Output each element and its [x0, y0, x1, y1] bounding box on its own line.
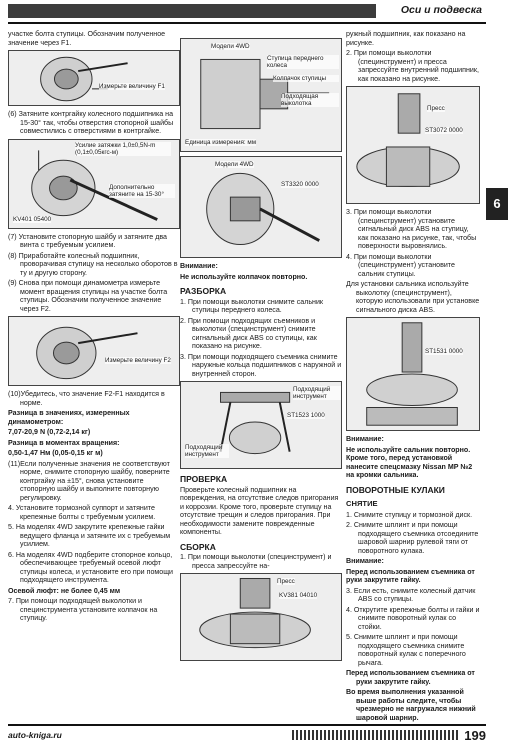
- label-tool: Подходящий инструмент: [185, 444, 229, 458]
- model-label: Модели 4WD: [211, 43, 250, 50]
- figure-label: Измерьте величину F1: [99, 83, 165, 90]
- label-press: Пресс: [277, 578, 295, 585]
- section-heading-removal: СНЯТИЕ: [346, 499, 378, 508]
- column-middle: [180, 30, 342, 665]
- column-left: [8, 30, 180, 625]
- page-header: [8, 0, 486, 24]
- step-3: 3. При помощи выколотки (специнструмент) установите сигнальный диск ABS на ступицу, как показано на рисунке, так, чтобы поверхности выровнялись.: [346, 208, 477, 250]
- label-hub: Ступица переднего колеса: [267, 55, 339, 69]
- spec-title: Разница в моментах вращения:: [8, 438, 120, 447]
- step-7b: 7. При помощи подходящей выколотки и специнструмента установите колпачок на ступицу.: [8, 597, 158, 622]
- step-1: 1. Снимите ступицу и тормозной диск.: [346, 510, 473, 519]
- label-drift: Подходящая выколотка: [281, 93, 339, 107]
- section-heading-inspection: ПРОВЕРКА: [180, 474, 228, 484]
- step-3: 3. При помощи подходящего съемника снимите наружные кольца подшипников с наружной и внутренней сторон.: [180, 352, 342, 378]
- step-5: 5. Снимите шплинт и при помощи подходящего съемника снимите поворотный кулак с поперечного рычага.: [346, 633, 466, 667]
- header-title: Оси и подвеска: [400, 4, 482, 16]
- section-heading-assembly: СБОРКА: [180, 541, 216, 552]
- warning-title: Внимание:: [346, 435, 384, 443]
- step-7: (7) Установите стопорную шайбу и затяните два винта с требуемым усилием.: [8, 232, 167, 249]
- paragraph: ружный подшипник, как показано на рисунке.: [346, 30, 466, 47]
- footer-stripe: [292, 730, 460, 740]
- step-6b: 6. На моделях 4WD подберите стопорное кольцо, обеспечивающее требуемый осевой люфт ступицы колеса, и установите его при помощи подходящего инструмента.: [8, 550, 174, 584]
- figure-press: [180, 573, 342, 661]
- bullet-note: Перед использованием съемника от руки закрутите гайку.: [346, 669, 475, 686]
- step-3: 3. Если есть, снимите колесный датчик ABS со ступицы.: [346, 586, 476, 603]
- page-footer: [8, 724, 486, 743]
- paragraph: Проверьте колесный подшипник на повреждения, на отсутствие следов пригорания и коррозии. Кроме того, проверьте ступицу на отсутствие трещин и следов пригорания. При необходимости замените поврежденные компоненты.: [180, 485, 339, 536]
- figure-hub-cap: [180, 38, 342, 152]
- warning-text: Не используйте колпачок повторно.: [180, 272, 308, 281]
- step-5: 5. На моделях 4WD закрутите крепежные гайки ведущего фланца и затяните их с требуемым усилием.: [8, 523, 171, 548]
- figure-measure-f1: [8, 50, 180, 106]
- step-9: (9) Снова при помощи динамометра измерьте момент вращения ступицы на участке болта ступицы. Обозначим полученное значение через F2.: [8, 279, 168, 313]
- tool-code: ST1523 1000: [287, 412, 325, 419]
- bullet-note: Во время выполнения указанной выше работы следите, чтобы чрезмерно не нагружался нижний шаровой шарнир.: [346, 688, 476, 722]
- spec-value: 0,50-1,47 Нм (0,05-0,15 кг м): [8, 449, 103, 457]
- tool-code: KV401 05400: [13, 215, 52, 223]
- column-right: [346, 30, 480, 724]
- figure-press-inner: [346, 86, 480, 204]
- press-illustration: [347, 87, 479, 203]
- label-cap: Колпачок ступицы: [273, 75, 339, 82]
- axle-illustration: [181, 157, 341, 257]
- step-2: 2. При помощи выколотки (специнструмент) и пресса запрессуйте внутренний подшипник, как показано на рисунке.: [346, 49, 479, 83]
- figure-label-extra: Дополнительно затяните на 15-30°: [109, 184, 175, 198]
- step-1: 1. При помощи выколотки снимите сальник ступицы переднего колеса.: [180, 297, 324, 314]
- footer-site: auto-kniga.ru: [8, 730, 62, 740]
- step-1: 1. При помощи выколотки (специнструмент) и пресса запрессуйте на-: [180, 553, 332, 570]
- step-4: 4. Установите тормозной суппорт и затяните крепежные болты с требуемым усилием.: [8, 504, 156, 521]
- label-press: Пресс: [427, 105, 445, 112]
- section-heading-disassembly: РАЗБОРКА: [180, 286, 227, 296]
- bullet-note: Для установки сальника используйте выколотку (специнструмент), которую использовали при установке сигнального диска ABS.: [346, 280, 480, 314]
- step-4: 4. Открутите крепежные болты и гайки и снимите поворотный кулак со стойки.: [346, 605, 480, 631]
- header-bar: [8, 4, 376, 18]
- seal-illustration: [347, 318, 479, 430]
- figure-measure-f2: [8, 316, 180, 386]
- hub-illustration: [9, 51, 179, 105]
- figure-puller: [180, 381, 342, 469]
- tool-code: ST3072 0000: [425, 127, 463, 134]
- tool-code: ST3320 0000: [281, 181, 319, 188]
- warning-title: Внимание:: [346, 557, 384, 565]
- page-number: 199: [464, 728, 486, 743]
- step-4: 4. При помощи выколотки (специнструмент) установите сальник ступицы.: [346, 252, 455, 278]
- section-heading-knuckles: ПОВОРОТНЫЕ КУЛАКИ: [346, 484, 445, 495]
- units-label: Единица измерения: мм: [185, 139, 257, 146]
- step-8: (8) Приработайте колесный подшипник, проворачивая ступицу на несколько оборотов в ту и другую сторону.: [8, 251, 178, 277]
- warning-text: Не используйте сальник повторно. Кроме того, перед установкой нанесите спецсмазку Nissan MP №2 на кромки сальника.: [346, 445, 473, 479]
- press-illustration: [181, 574, 341, 660]
- hub-illustration: [9, 317, 179, 385]
- axial-play-spec: Осевой люфт: не более 0,45 мм: [8, 586, 121, 595]
- warning-title: Внимание:: [180, 262, 218, 270]
- figure-label: Измерьте величину F2: [105, 357, 171, 364]
- step-6: (6) Затяните контргайку колесного подшипника на 15-30° так, чтобы отверстия стопорной шайбы совместились с отверстиями в контргайке.: [8, 110, 174, 135]
- spec-title: Разница в значениях, измеренных динамометром:: [8, 409, 130, 426]
- spec-value: 7,07-20,9 N (0,72-2,14 кг): [8, 428, 91, 436]
- tool-code: ST1531 0000: [425, 348, 463, 355]
- model-label: Модели 4WD: [215, 161, 254, 168]
- tool-code: KV381 04010: [279, 592, 318, 599]
- warning-text: Перед использованием съемника от руки закрутите гайку.: [346, 567, 475, 584]
- figure-seal: [346, 317, 480, 431]
- label-tool: Подходящий инструмент: [293, 386, 341, 400]
- step-2: 2. При помощи подходящих съемников и выколотки (специнструмент) снимите сигнальный диск ABS со ступицы, как показано на рисунке.: [180, 316, 317, 350]
- figure-4wd: [180, 156, 342, 258]
- figure-label-torque: Усилие затяжки 1,0±0,5N-m (0,1±0,05кгс-м): [75, 142, 171, 156]
- paragraph: участке болта ступицы. Обозначим полученное значение через F1.: [8, 30, 166, 47]
- step-10: (10)Убедитесь, что значение F2-F1 находится в норме.: [8, 390, 165, 407]
- step-11: (11)Если полученные значения не соответствуют норме, снимите стопорную шайбу, поверните контргайку на ±15°, снова установите стопорную шайбу и выполните повторную регулировку.: [8, 459, 170, 502]
- chapter-tab: 6: [486, 188, 508, 220]
- step-2: 2. Снимите шплинт и при помощи подходящего съемника отсоедините шаровой шарнир рулевой тяги от поворотного кулака.: [346, 521, 479, 555]
- figure-locknut: [8, 139, 180, 229]
